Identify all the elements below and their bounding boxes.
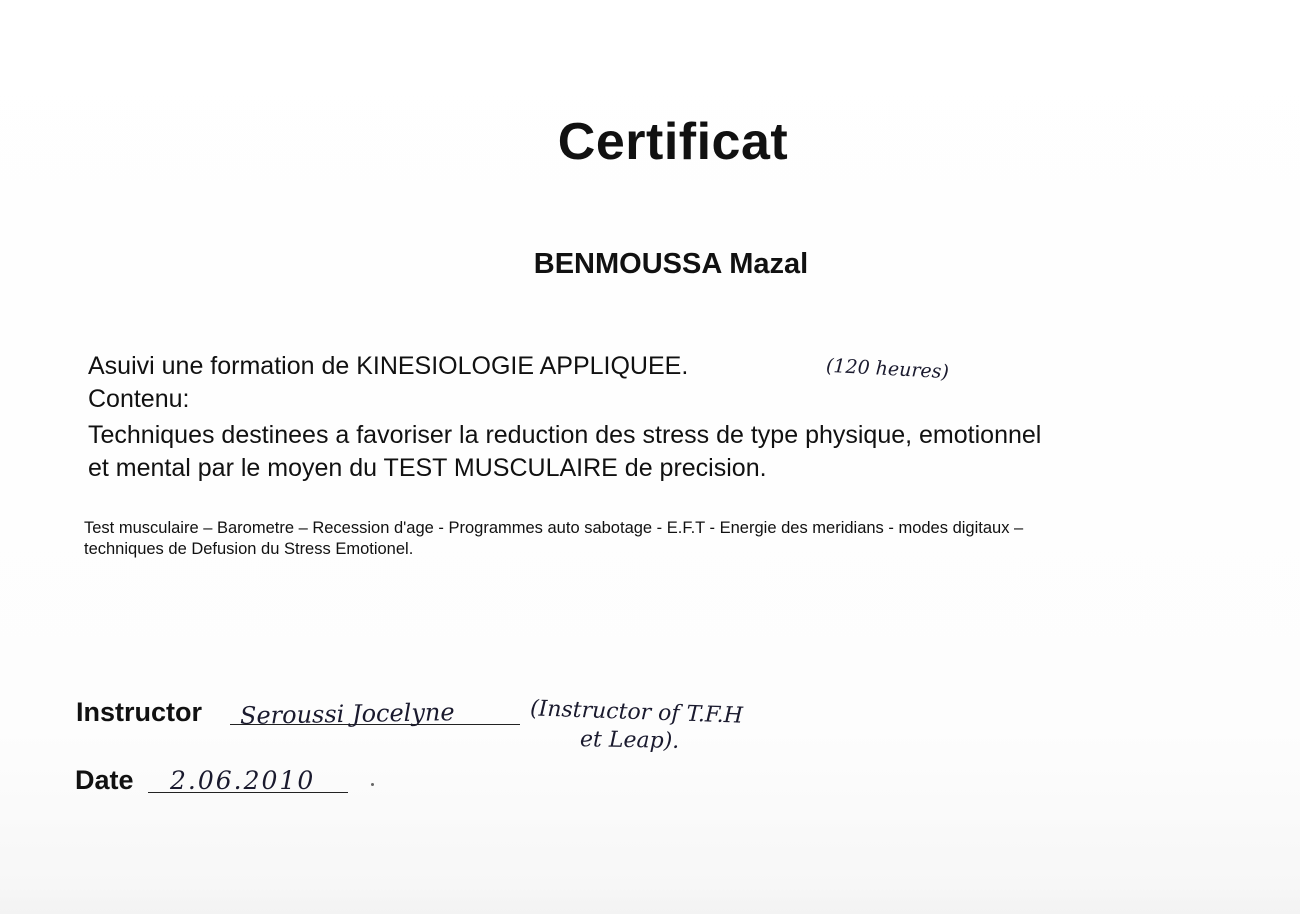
instructor-note-line-2: et Leap). xyxy=(579,727,680,754)
ink-dot xyxy=(371,783,374,786)
certificate-title: Certificat xyxy=(557,113,789,171)
date-value: 2.06.2010 xyxy=(170,766,316,795)
training-statement: Asuivi une formation de KINESIOLOGIE APPLIQUEE. xyxy=(88,352,689,380)
content-label: Contenu: xyxy=(88,385,190,413)
date-label: Date xyxy=(75,765,134,795)
instructor-signature: Seroussi Jocelyne xyxy=(239,698,455,730)
handwritten-hours: (120 heures) xyxy=(825,354,950,384)
instructor-label: Instructor xyxy=(76,697,203,727)
content-description-line-2: et mental par le moyen du TEST MUSCULAIRE de precision. xyxy=(88,454,767,482)
recipient-name: BENMOUSSA Mazal xyxy=(533,248,809,280)
instructor-note-line-1: (Instructor of T.F.H xyxy=(529,696,744,729)
page-bottom-edge xyxy=(0,888,1300,914)
topics-line-2: techniques de Defusion du Stress Emotionel. xyxy=(84,540,414,558)
content-description-line-1: Techniques destinees a favoriser la reduction des stress de type physique, emotionnel xyxy=(88,421,1042,449)
topics-line-1: Test musculaire – Barometre – Recession d'age - Programmes auto sabotage - E.F.T - Energie des meridians - modes digitaux – xyxy=(84,519,1024,537)
